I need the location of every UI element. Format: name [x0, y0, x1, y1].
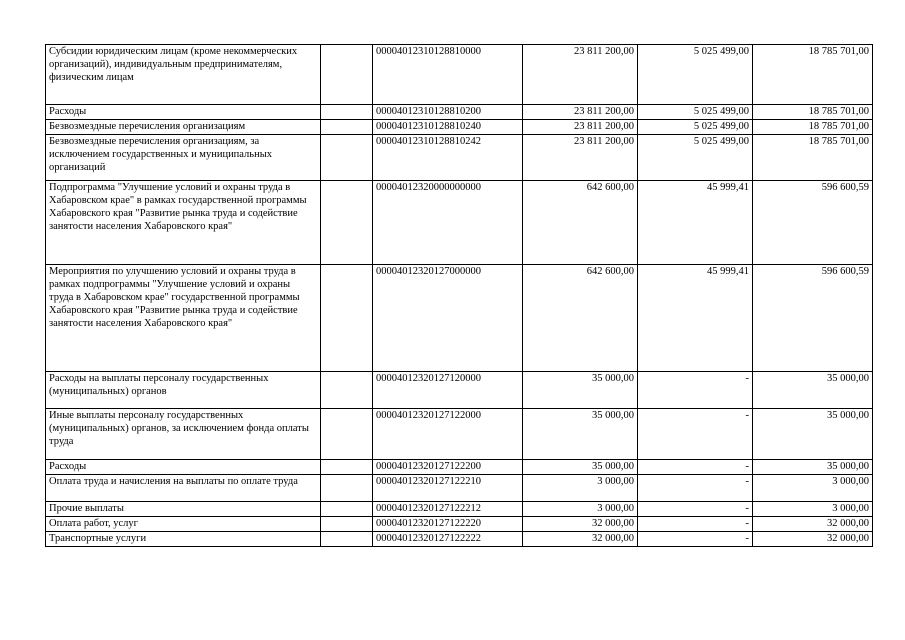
row-unexecuted-cell: 596 600,59 — [753, 181, 873, 265]
row-unexecuted-cell: 18 785 701,00 — [753, 45, 873, 105]
row-approved-cell: 23 811 200,00 — [523, 105, 638, 120]
row-approved-cell: 35 000,00 — [523, 409, 638, 460]
row-empty-cell — [321, 532, 373, 547]
row-code-cell: 00004012320127122000 — [373, 409, 523, 460]
table-row — [46, 502, 873, 517]
row-unexecuted-cell: 32 000,00 — [753, 532, 873, 547]
row-name-cell: Субсидии юридическим лицам (кроме некоммерческих организаций), индивидуальным предпринимателям, физическим лицам — [46, 45, 321, 105]
row-unexecuted-cell: 35 000,00 — [753, 372, 873, 409]
row-name-cell: Расходы на выплаты персоналу государственных (муниципальных) органов — [46, 372, 321, 409]
row-empty-cell — [321, 475, 373, 502]
row-empty-cell — [321, 135, 373, 181]
row-unexecuted-cell: 596 600,59 — [753, 265, 873, 372]
table-row — [46, 181, 873, 265]
row-code-cell: 00004012310128810240 — [373, 120, 523, 135]
row-name-cell: Безвозмездные перечисления организациям — [46, 120, 321, 135]
row-executed-cell: 45 999,41 — [638, 265, 753, 372]
row-name-cell: Расходы — [46, 105, 321, 120]
row-empty-cell — [321, 120, 373, 135]
row-name-cell: Транспортные услуги — [46, 532, 321, 547]
row-code-cell: 00004012320127122210 — [373, 475, 523, 502]
row-approved-cell: 642 600,00 — [523, 265, 638, 372]
row-executed-cell: - — [638, 502, 753, 517]
row-approved-cell: 35 000,00 — [523, 372, 638, 409]
table-row — [46, 532, 873, 547]
row-empty-cell — [321, 265, 373, 372]
table-row — [46, 460, 873, 475]
row-empty-cell — [321, 181, 373, 265]
row-unexecuted-cell: 18 785 701,00 — [753, 120, 873, 135]
row-approved-cell: 3 000,00 — [523, 475, 638, 502]
row-empty-cell — [321, 372, 373, 409]
row-executed-cell: - — [638, 517, 753, 532]
table-row — [46, 45, 873, 105]
row-empty-cell — [321, 105, 373, 120]
row-empty-cell — [321, 502, 373, 517]
row-empty-cell — [321, 517, 373, 532]
row-approved-cell: 23 811 200,00 — [523, 45, 638, 105]
row-executed-cell: - — [638, 372, 753, 409]
row-name-cell: Прочие выплаты — [46, 502, 321, 517]
table-row — [46, 105, 873, 120]
row-unexecuted-cell: 32 000,00 — [753, 517, 873, 532]
table-row — [46, 265, 873, 372]
row-code-cell: 00004012320127120000 — [373, 372, 523, 409]
budget-table — [45, 44, 873, 547]
row-unexecuted-cell: 18 785 701,00 — [753, 135, 873, 181]
table-row — [46, 475, 873, 502]
row-empty-cell — [321, 45, 373, 105]
table-row — [46, 372, 873, 409]
table-row — [46, 135, 873, 181]
row-approved-cell: 35 000,00 — [523, 460, 638, 475]
row-unexecuted-cell: 3 000,00 — [753, 475, 873, 502]
row-name-cell: Иные выплаты персоналу государственных (муниципальных) органов, за исключением фонда оплаты труда — [46, 409, 321, 460]
row-approved-cell: 23 811 200,00 — [523, 135, 638, 181]
row-approved-cell: 32 000,00 — [523, 532, 638, 547]
row-code-cell: 00004012320127122220 — [373, 517, 523, 532]
row-executed-cell: 5 025 499,00 — [638, 105, 753, 120]
row-name-cell: Безвозмездные перечисления организациям, за исключением государственных и муниципальных организаций — [46, 135, 321, 181]
row-executed-cell: - — [638, 409, 753, 460]
table-row — [46, 517, 873, 532]
row-name-cell: Расходы — [46, 460, 321, 475]
budget-table-body — [46, 45, 873, 547]
row-executed-cell: - — [638, 460, 753, 475]
row-approved-cell: 32 000,00 — [523, 517, 638, 532]
row-code-cell: 00004012320000000000 — [373, 181, 523, 265]
row-approved-cell: 3 000,00 — [523, 502, 638, 517]
row-name-cell: Оплата труда и начисления на выплаты по оплате труда — [46, 475, 321, 502]
row-empty-cell — [321, 409, 373, 460]
row-unexecuted-cell: 35 000,00 — [753, 409, 873, 460]
row-approved-cell: 23 811 200,00 — [523, 120, 638, 135]
row-name-cell: Оплата работ, услуг — [46, 517, 321, 532]
row-unexecuted-cell: 18 785 701,00 — [753, 105, 873, 120]
row-code-cell: 00004012320127122212 — [373, 502, 523, 517]
row-empty-cell — [321, 460, 373, 475]
row-name-cell: Мероприятия по улучшению условий и охраны труда в рамках подпрограммы "Улучшение условий и охраны труда в Хабаровском крае" государственной программы Хабаровского края "Развитие рынка труда и содействие занятости населения Хабаровского края" — [46, 265, 321, 372]
table-row — [46, 120, 873, 135]
row-unexecuted-cell: 35 000,00 — [753, 460, 873, 475]
row-unexecuted-cell: 3 000,00 — [753, 502, 873, 517]
row-code-cell: 00004012310128810200 — [373, 105, 523, 120]
row-executed-cell: 5 025 499,00 — [638, 45, 753, 105]
row-executed-cell: 45 999,41 — [638, 181, 753, 265]
row-name-cell: Подпрограмма "Улучшение условий и охраны труда в Хабаровском крае" в рамках государственной программы Хабаровского края "Развитие рынка труда и содействие занятости населения Хабаровского края" — [46, 181, 321, 265]
table-row — [46, 409, 873, 460]
row-code-cell: 00004012320127122222 — [373, 532, 523, 547]
row-approved-cell: 642 600,00 — [523, 181, 638, 265]
row-executed-cell: 5 025 499,00 — [638, 120, 753, 135]
budget-sheet — [45, 44, 873, 547]
row-code-cell: 00004012310128810242 — [373, 135, 523, 181]
row-executed-cell: - — [638, 532, 753, 547]
row-executed-cell: 5 025 499,00 — [638, 135, 753, 181]
row-code-cell: 00004012310128810000 — [373, 45, 523, 105]
row-code-cell: 00004012320127000000 — [373, 265, 523, 372]
row-code-cell: 00004012320127122200 — [373, 460, 523, 475]
row-executed-cell: - — [638, 475, 753, 502]
